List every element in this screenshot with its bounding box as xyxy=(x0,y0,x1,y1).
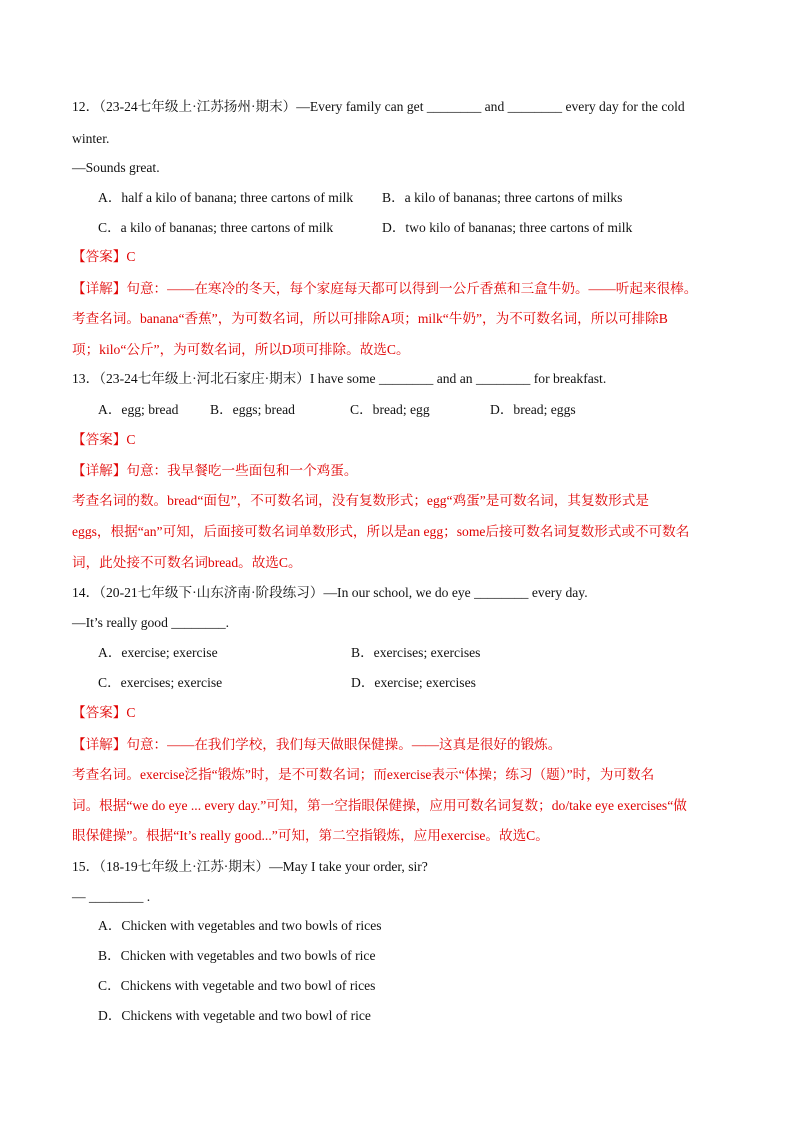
q13-option-d: D．bread; eggs xyxy=(490,402,576,417)
q12-explain-line1: 【详解】句意：——在寒冷的冬天，每个家庭每天都可以得到一公斤香蕉和三盒牛奶。——听起来很棒。 xyxy=(72,281,698,296)
q12-stem: 12．（23-24七年级上·江苏扬州·期末）—Every family can get ________ and ________ every day for the cold xyxy=(72,99,685,114)
q13-option-c: C．bread; egg xyxy=(350,402,430,417)
q12-option-a: A．half a kilo of banana; three cartons of milk xyxy=(98,190,354,205)
q13-answer: 【答案】C xyxy=(72,432,136,447)
q14-explain-line4: 眼保健操”。根据“It’s really good...”可知，第二空指锻炼，应用exercise。故选C。 xyxy=(72,828,549,843)
q14-answer: 【答案】C xyxy=(72,705,136,720)
q14-option-c: C．exercises; exercise xyxy=(98,675,223,690)
q14-stem: 14．（20-21七年级下·山东济南·阶段练习）—In our school, we do eye ________ every day. xyxy=(72,585,588,600)
q15-reply: — ________ . xyxy=(72,889,151,904)
q15-option-b: B．Chicken with vegetables and two bowls of rice xyxy=(98,948,376,963)
q14-explain-line1: 【详解】句意：——在我们学校，我们每天做眼保健操。——这真是很好的锻炼。 xyxy=(72,737,562,752)
q13-explain-line4: 词，此处接不可数名词bread。故选C。 xyxy=(72,555,302,570)
q12-stem-cont: winter. xyxy=(72,131,110,146)
q14-option-a: A．exercise; exercise xyxy=(98,645,218,660)
q15-option-d: D．Chickens with vegetable and two bowl of rice xyxy=(98,1008,371,1023)
q12-explain-line3: 项；kilo“公斤”，为可数名词，所以D项可排除。故选C。 xyxy=(72,342,410,357)
q13-stem: 13．（23-24七年级上·河北石家庄·期末）I have some ________ and an ________ for breakfast. xyxy=(72,371,607,386)
q14-explain-line2: 考查名词。exercise泛指“锻炼”时，是不可数名词；而exercise表示“体操；练习（题）”时，为可数名 xyxy=(72,767,655,782)
q14-reply: —It’s really good ________. xyxy=(72,615,230,630)
q13-explain-line3: eggs，根据“an”可知，后面接可数名词单数形式，所以是an egg；some后接可数名词复数形式或不可数名 xyxy=(72,524,690,539)
q14-explain-line3: 词。根据“we do eye ... every day.”可知，第一空指眼保健操，应用可数名词复数；do/take eye exercises“做 xyxy=(72,798,687,813)
q13-explain-line1: 【详解】句意：我早餐吃一些面包和一个鸡蛋。 xyxy=(72,463,358,478)
q12-reply: —Sounds great. xyxy=(72,160,160,175)
q13-explain-line2: 考查名词的数。bread“面包”，不可数名词，没有复数形式；egg“鸡蛋”是可数名词，其复数形式是 xyxy=(72,493,649,508)
q15-option-c: C．Chickens with vegetable and two bowl of rices xyxy=(98,978,376,993)
q12-option-c: C．a kilo of bananas; three cartons of milk xyxy=(98,220,334,235)
q15-stem: 15．（18-19七年级上·江苏·期末）—May I take your order, sir? xyxy=(72,859,428,874)
q15-option-a: A．Chicken with vegetables and two bowls of rices xyxy=(98,918,382,933)
q12-option-b: B．a kilo of bananas; three cartons of milks xyxy=(382,190,623,205)
q14-option-d: D．exercise; exercises xyxy=(351,675,476,690)
q12-explain-line2: 考查名词。banana“香蕉”，为可数名词，所以可排除A项；milk“牛奶”，为不可数名词，所以可排除B xyxy=(72,311,668,326)
q12-answer: 【答案】C xyxy=(72,249,136,264)
q13-option-b: B．eggs; bread xyxy=(210,402,295,417)
q12-option-d: D．two kilo of bananas; three cartons of milk xyxy=(382,220,633,235)
q13-option-a: A．egg; bread xyxy=(98,402,179,417)
q14-option-b: B．exercises; exercises xyxy=(351,645,481,660)
